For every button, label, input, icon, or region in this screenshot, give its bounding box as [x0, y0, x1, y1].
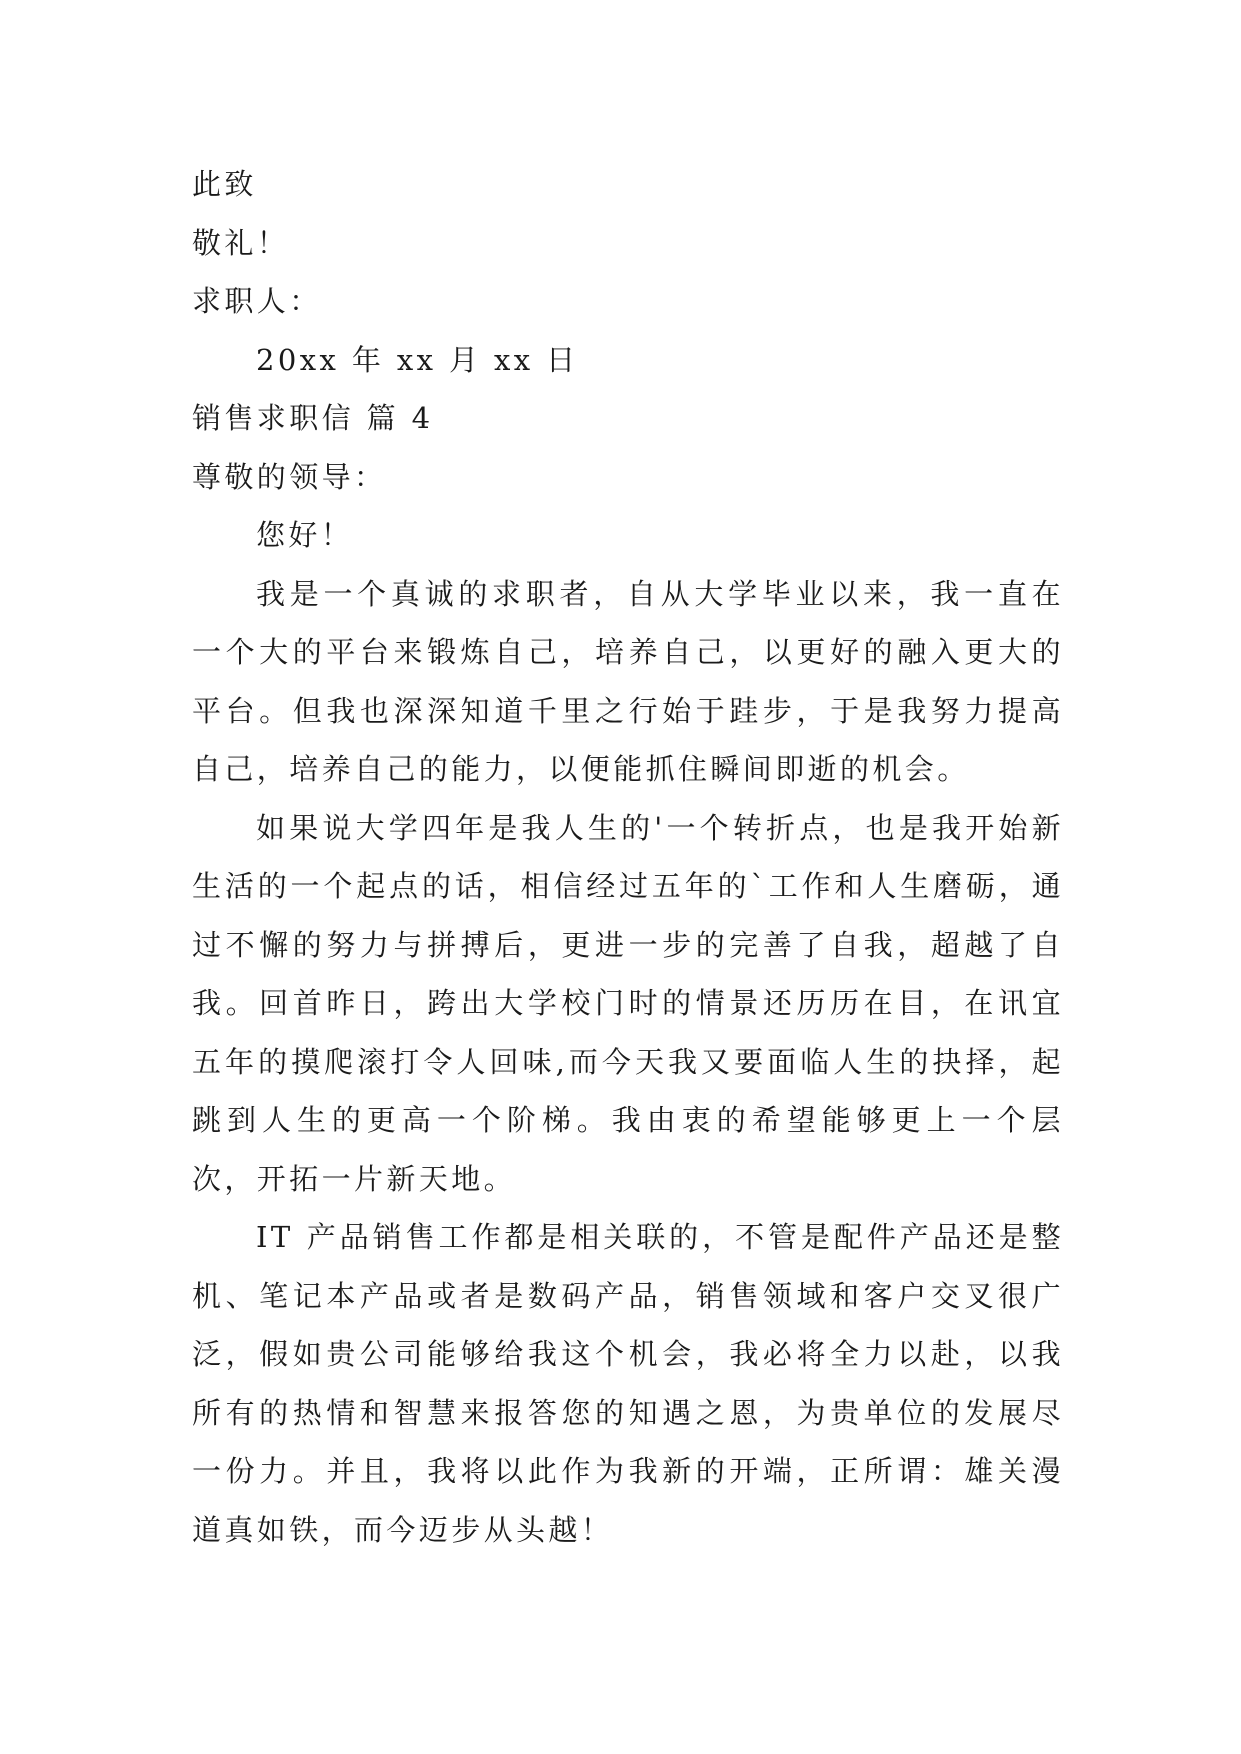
closing-salutation: 此致	[192, 167, 257, 201]
document-body	[192, 155, 1064, 1559]
applicant-label: 求职人：	[192, 284, 322, 318]
closing-regards: 敬礼！	[192, 225, 290, 260]
body-paragraph: IT 产品销售工作都是相关联的，不管是配件产品还是整机、笔记本产品或者是数码产品，销售领域和客户交叉很广泛，假如贵公司能够给我这个机会，我必将全力以赴，以我所有的热情和智慧来报答您的知遇之恩，为贵单位的发展尽一份力。并且，我将以此作为我新的开端，正所谓：雄关漫道真如铁，而今迈步从头越！	[192, 1220, 1064, 1547]
letter-date: 20xx 年 xx 月 xx 日	[256, 342, 579, 377]
body-paragraph: 如果说大学四年是我人生的'一个转折点，也是我开始新生活的一个起点的话，相信经过五年的`工作和人生磨砺，通过不懈的努力与拼搏后，更进一步的完善了自我，超越了自我。回首昨日，跨出大学校门时的情景还历历在目，在讯宜五年的摸爬滚打令人回味,而今天我又要面临人生的抉择，起跳到人生的更高一个阶梯。我由衷的希望能够更上一个层次，开拓一片新天地。	[192, 810, 1064, 1196]
letter-recipient: 尊敬的领导：	[192, 459, 387, 494]
letter-greeting: 您好！	[256, 518, 354, 552]
body-paragraph: 我是一个真诚的求职者，自从大学毕业以来，我一直在一个大的平台来锻炼自己，培养自己，以更好的融入更大的平台。但我也深深知道千里之行始于跬步，于是我努力提高自己，培养自己的能力，以便能抓住瞬间即逝的机会。	[192, 576, 1064, 786]
section-title: 销售求职信 篇 4	[192, 401, 434, 435]
